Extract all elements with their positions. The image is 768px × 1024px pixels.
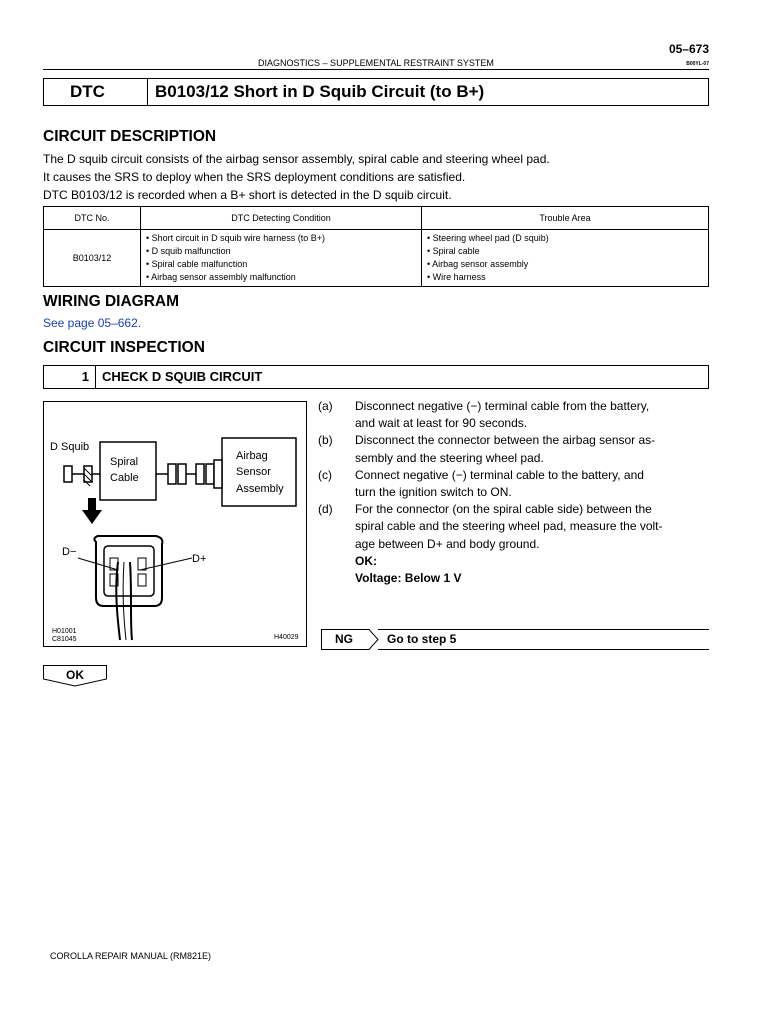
step-label: (a): [318, 399, 333, 413]
dtc-label: DTC: [44, 79, 148, 105]
instructions: [318, 398, 710, 587]
step-text: [355, 467, 710, 501]
d-plus-label: D+: [192, 553, 207, 565]
description-line: It causes the SRS to deploy when the SRS deployment conditions are satisfied.: [43, 170, 466, 184]
d-squib-label: D Squib: [50, 441, 90, 453]
sensor-label: Sensor: [236, 466, 271, 478]
figure-code: C81045: [52, 636, 77, 643]
ok-spec-label: OK:: [355, 553, 377, 568]
step-line: spiral cable and the steering wheel pad, measure the volt-: [355, 519, 663, 534]
ng-frame: [321, 629, 709, 650]
connector-closeup: [78, 536, 192, 640]
table-header: DTC Detecting Condition: [141, 207, 422, 230]
step-line: age between D+ and body ground.: [355, 536, 540, 551]
instruction-step: [318, 398, 710, 432]
condition-item: • Airbag sensor assembly malfunction: [146, 272, 296, 282]
step-line: turn the ignition switch to ON.: [355, 485, 512, 500]
table-header-row: [44, 207, 709, 230]
spiral-airbag-connector: [156, 464, 222, 484]
step-line: Disconnect the connector between the airbag sensor as-: [355, 433, 656, 448]
wiring-diagram-link[interactable]: See page 05–662.: [43, 316, 142, 330]
condition-item: • Spiral cable malfunction: [146, 259, 248, 269]
step-box: [43, 365, 709, 389]
step-label: (c): [318, 467, 332, 482]
dtc-title: B0103/12 Short in D Squib Circuit (to B+): [155, 82, 485, 101]
dtc-title-box: [43, 78, 709, 106]
wiring-diagram-heading: WIRING DIAGRAM: [43, 293, 180, 310]
step-line: Disconnect negative (−) terminal cable from the battery,: [355, 399, 650, 413]
running-header: [43, 57, 709, 67]
d-minus-label: D−: [62, 546, 77, 558]
step-title: CHECK D SQUIB CIRCUIT: [102, 369, 263, 384]
area-item: • Spiral cable: [427, 246, 480, 256]
step-label: (d): [318, 502, 333, 517]
ok-spec-value: Voltage: Below 1 V: [355, 571, 462, 586]
dtc-table: [43, 206, 709, 287]
area-item: • Wire harness: [427, 272, 486, 282]
step-line: sembly and the steering wheel pad.: [355, 450, 544, 465]
dtc-number-cell: B0103/12: [44, 230, 141, 287]
cable-label: Cable: [110, 472, 139, 484]
spiral-cable-box: [100, 442, 156, 500]
trouble-area-cell: [422, 230, 709, 287]
circuit-inspection-heading: CIRCUIT INSPECTION: [43, 339, 205, 356]
condition-item: • D squib malfunction: [146, 246, 231, 256]
step-line: Connect negative (−) terminal cable to the battery, and: [355, 467, 644, 482]
ng-label[interactable]: NG: [335, 632, 353, 646]
ng-result-row: [321, 629, 709, 650]
step-label: (b): [318, 433, 333, 448]
assembly-label: Assembly: [236, 483, 284, 495]
page-number: 05–673: [668, 42, 709, 56]
section-title: DIAGNOSTICS – SUPPLEMENTAL RESTRAINT SYSTEM: [258, 58, 494, 68]
circuit-description-heading: CIRCUIT DESCRIPTION: [43, 128, 217, 145]
ok-result[interactable]: [43, 665, 107, 687]
header-rule: [43, 69, 709, 70]
area-item: • Airbag sensor assembly: [427, 259, 529, 269]
step-text: [355, 398, 710, 432]
description-line: DTC B0103/12 is recorded when a B+ short is detected in the D squib circuit.: [43, 188, 452, 202]
area-item: • Steering wheel pad (D squib): [427, 233, 549, 243]
figure-code: H01001: [52, 628, 77, 635]
table-header: Trouble Area: [422, 207, 709, 230]
spiral-label: Spiral: [110, 456, 139, 468]
footer: COROLLA REPAIR MANUAL (RM821E): [50, 951, 212, 961]
instruction-step: [318, 501, 710, 587]
down-arrow-icon: [82, 498, 102, 524]
table-header: DTC No.: [44, 207, 141, 230]
condition-item: • Short circuit in D squib wire harness (to B+): [146, 233, 325, 243]
diagram-illustration: [44, 402, 306, 646]
step-number: 1: [44, 366, 96, 388]
conditions-cell: [141, 230, 422, 287]
description-line: The D squib circuit consists of the airbag sensor assembly, spiral cable and steering wheel pad.: [43, 152, 550, 166]
table-row: [44, 230, 709, 287]
ok-label: OK: [66, 668, 84, 682]
step-text: [355, 501, 710, 587]
airbag-label: Airbag: [236, 450, 268, 462]
step-line: For the connector (on the spiral cable side) between the: [355, 502, 652, 517]
step-text: [355, 432, 710, 466]
ng-go-to-step[interactable]: Go to step 5: [387, 632, 457, 646]
circuit-description-text: [43, 150, 713, 204]
document-code: B00YL-07: [686, 61, 709, 67]
step-line: and wait at least for 90 seconds.: [355, 416, 528, 431]
instruction-step: [318, 432, 710, 466]
figure-code: H40029: [274, 634, 299, 641]
instruction-step: [318, 467, 710, 501]
d-squib-connector: [64, 466, 100, 486]
connector-diagram: [43, 401, 307, 647]
